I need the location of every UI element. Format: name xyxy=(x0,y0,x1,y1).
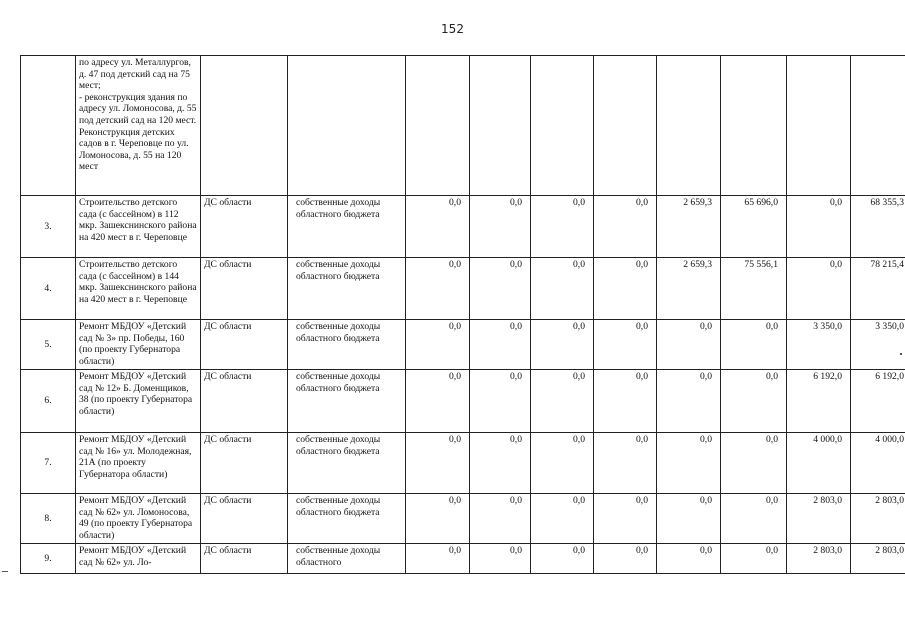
row-value-2: 0,0 xyxy=(470,494,531,544)
row-value-4: 0,0 xyxy=(594,258,657,320)
row-value-8: 68 355,3 xyxy=(851,196,905,258)
row-value-6: 0,0 xyxy=(721,494,787,544)
row-value-4 xyxy=(594,56,657,196)
row-value-7: 3 350,0 xyxy=(787,320,851,370)
row-value-2 xyxy=(470,56,531,196)
row-object-name: Строительство детского сада (с бассейном) в 144 мкр. Зашекснинского района на 420 мест в г. Череповце xyxy=(76,258,201,320)
row-value-2: 0,0 xyxy=(470,544,531,574)
row-funding-source: собственные доходы областного бюджета xyxy=(288,320,406,370)
row-value-8: 78 215,4 xyxy=(851,258,905,320)
budget-table xyxy=(20,55,905,574)
table-row xyxy=(21,196,905,258)
row-object-name: Ремонт МБДОУ «Детский сад № 62» ул. Ломоносова, 49 (по проекту Губернатора области) xyxy=(76,494,201,544)
row-funding-source xyxy=(288,56,406,196)
row-object-name: по адресу ул. Металлургов, д. 47 под детский сад на 75 мест; - реконструкция здания по адресу ул. Ломоносова, д. 55 под детский сад на 120 мест. Реконструкция детских садов в г. Череповце по ул. Ломоносова, д. 55 на 120 мест xyxy=(76,56,201,196)
table-row xyxy=(21,56,905,196)
row-value-1: 0,0 xyxy=(406,494,470,544)
table-row xyxy=(21,370,905,433)
row-executor: ДС области xyxy=(201,494,288,544)
row-value-6: 0,0 xyxy=(721,320,787,370)
scan-mark-left xyxy=(2,571,8,572)
scan-mark-right xyxy=(900,353,902,355)
row-value-6: 75 556,1 xyxy=(721,258,787,320)
row-value-3: 0,0 xyxy=(531,370,594,433)
row-value-5 xyxy=(657,56,721,196)
row-value-3 xyxy=(531,56,594,196)
row-value-6: 0,0 xyxy=(721,433,787,494)
table-row xyxy=(21,494,905,544)
row-value-5: 2 659,3 xyxy=(657,258,721,320)
row-executor xyxy=(201,56,288,196)
row-value-5: 2 659,3 xyxy=(657,196,721,258)
row-value-6: 65 696,0 xyxy=(721,196,787,258)
table-row xyxy=(21,544,905,574)
row-value-4: 0,0 xyxy=(594,544,657,574)
row-value-3: 0,0 xyxy=(531,258,594,320)
row-value-4: 0,0 xyxy=(594,433,657,494)
table-row xyxy=(21,320,905,370)
row-executor: ДС области xyxy=(201,433,288,494)
row-value-5: 0,0 xyxy=(657,370,721,433)
row-value-7: 6 192,0 xyxy=(787,370,851,433)
row-value-4: 0,0 xyxy=(594,320,657,370)
row-object-name: Ремонт МБДОУ «Детский сад № 16» ул. Молодежная, 21А (по проекту Губернатора области) xyxy=(76,433,201,494)
row-value-3: 0,0 xyxy=(531,320,594,370)
row-funding-source: собственные доходы областного бюджета xyxy=(288,258,406,320)
row-executor: ДС области xyxy=(201,258,288,320)
row-executor: ДС области xyxy=(201,370,288,433)
page-number: 152 xyxy=(441,22,464,36)
row-value-4: 0,0 xyxy=(594,494,657,544)
row-object-name: Ремонт МБДОУ «Детский сад № 62» ул. Ло- xyxy=(76,544,201,574)
row-value-3: 0,0 xyxy=(531,544,594,574)
row-value-1 xyxy=(406,56,470,196)
table-body xyxy=(21,56,905,574)
row-object-name: Ремонт МБДОУ «Детский сад № 3» пр. Победы, 160 (по проекту Губернатора области) xyxy=(76,320,201,370)
row-value-4: 0,0 xyxy=(594,196,657,258)
row-value-6: 0,0 xyxy=(721,544,787,574)
row-value-3: 0,0 xyxy=(531,433,594,494)
row-value-5: 0,0 xyxy=(657,433,721,494)
row-value-1: 0,0 xyxy=(406,433,470,494)
row-funding-source: собственные доходы областного бюджета xyxy=(288,494,406,544)
row-value-8: 2 803,0 xyxy=(851,544,905,574)
row-value-5: 0,0 xyxy=(657,320,721,370)
row-funding-source: собственные доходы областного бюджета xyxy=(288,433,406,494)
row-number: 9. xyxy=(21,544,76,574)
row-value-1: 0,0 xyxy=(406,370,470,433)
row-value-2: 0,0 xyxy=(470,196,531,258)
row-number: 4. xyxy=(21,258,76,320)
row-funding-source: собственные доходы областного xyxy=(288,544,406,574)
row-value-7: 0,0 xyxy=(787,196,851,258)
row-number: 8. xyxy=(21,494,76,544)
row-funding-source: собственные доходы областного бюджета xyxy=(288,370,406,433)
row-value-2: 0,0 xyxy=(470,320,531,370)
row-value-7: 2 803,0 xyxy=(787,494,851,544)
row-value-6: 0,0 xyxy=(721,370,787,433)
row-object-name: Строительство детского сада (с бассейном) в 112 мкр. Зашекснинского района на 420 мест в г. Череповце xyxy=(76,196,201,258)
row-value-1: 0,0 xyxy=(406,544,470,574)
row-number: 5. xyxy=(21,320,76,370)
row-value-7: 2 803,0 xyxy=(787,544,851,574)
row-value-5: 0,0 xyxy=(657,544,721,574)
row-value-8: 3 350,0 xyxy=(851,320,905,370)
row-value-3: 0,0 xyxy=(531,494,594,544)
row-value-5: 0,0 xyxy=(657,494,721,544)
row-value-2: 0,0 xyxy=(470,370,531,433)
row-number xyxy=(21,56,76,196)
row-executor: ДС области xyxy=(201,320,288,370)
row-value-7: 0,0 xyxy=(787,258,851,320)
row-value-3: 0,0 xyxy=(531,196,594,258)
row-number: 6. xyxy=(21,370,76,433)
row-value-8: 2 803,0 xyxy=(851,494,905,544)
table-row xyxy=(21,433,905,494)
row-value-6 xyxy=(721,56,787,196)
row-executor: ДС области xyxy=(201,196,288,258)
row-number: 3. xyxy=(21,196,76,258)
row-value-1: 0,0 xyxy=(406,320,470,370)
row-value-4: 0,0 xyxy=(594,370,657,433)
row-executor: ДС области xyxy=(201,544,288,574)
row-number: 7. xyxy=(21,433,76,494)
row-value-7: 4 000,0 xyxy=(787,433,851,494)
row-value-8: 4 000,0 xyxy=(851,433,905,494)
row-value-2: 0,0 xyxy=(470,433,531,494)
row-value-1: 0,0 xyxy=(406,258,470,320)
row-value-8 xyxy=(851,56,905,196)
row-value-7 xyxy=(787,56,851,196)
row-object-name: Ремонт МБДОУ «Детский сад № 12» Б. Доменщиков, 38 (по проекту Губернатора области) xyxy=(76,370,201,433)
row-value-8: 6 192,0 xyxy=(851,370,905,433)
row-value-2: 0,0 xyxy=(470,258,531,320)
table-row xyxy=(21,258,905,320)
row-funding-source: собственные доходы областного бюджета xyxy=(288,196,406,258)
row-value-1: 0,0 xyxy=(406,196,470,258)
